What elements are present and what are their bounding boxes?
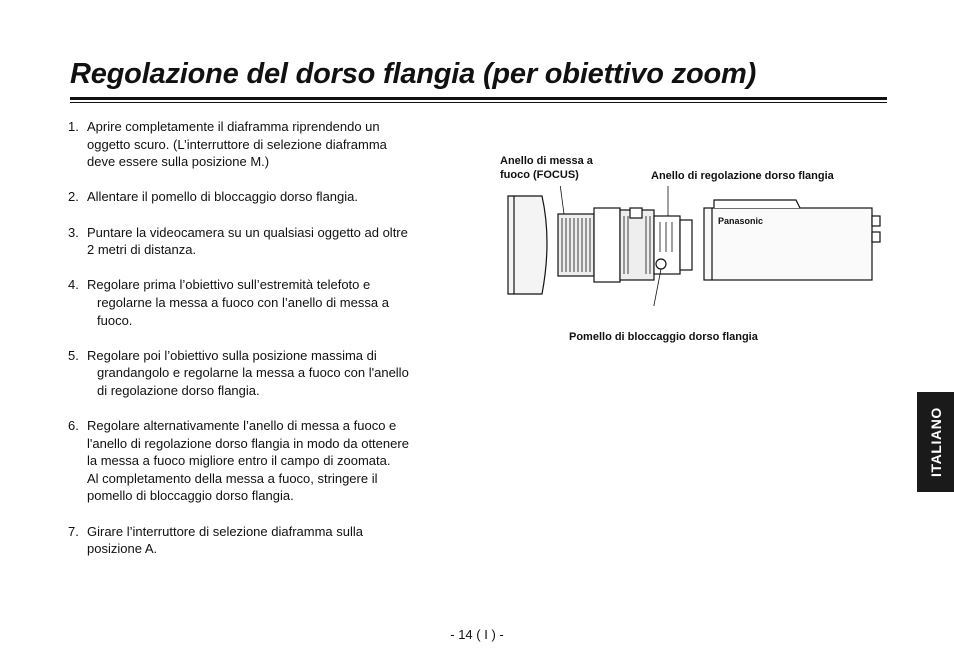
focus-ring	[558, 214, 594, 276]
title-rule-thin	[70, 102, 887, 103]
label-flange-ring: Anello di regolazione dorso flangia	[651, 170, 834, 182]
title-rule	[70, 97, 887, 100]
step-number: 6.	[68, 418, 79, 434]
step-number: 2.	[68, 189, 79, 205]
step-line: Regolare prima l’obiettivo sull’estremità telefoto e	[87, 277, 371, 293]
step-number: 4.	[68, 277, 79, 293]
step-line: Regolare poi l’obiettivo sulla posizione massima di	[87, 347, 377, 363]
zoom-barrel	[594, 208, 620, 282]
step-line: oggetto scuro. (L’interruttore di selezione diaframma	[87, 136, 387, 152]
step-line: Regolare alternativamente l’anello di messa a fuoco e	[87, 418, 397, 434]
step-line: Aprire completamente il diaframma riprendendo un	[87, 119, 380, 134]
step-line: 2 metri di distanza.	[87, 242, 197, 258]
step-number: 5.	[68, 347, 79, 363]
brand-logo: Panasonic	[718, 216, 764, 226]
step-item	[68, 347, 448, 400]
step-line: l'anello di regolazione dorso flangia in modo da ottenere	[87, 435, 409, 451]
steps-list	[68, 118, 448, 575]
page-title: Regolazione del dorso flangia (per obiettivo zoom)	[70, 58, 757, 90]
step-item	[68, 224, 448, 259]
label-focus-ring: Anello di messa a fuoco (FOCUS)	[500, 155, 593, 181]
step-line: Allentare il pomello di bloccaggio dorso flangia.	[87, 189, 358, 205]
step-line: Puntare la videocamera su un qualsiasi oggetto ad oltre	[87, 224, 408, 240]
step-line: di regolazione dorso flangia.	[97, 382, 260, 398]
step-item	[68, 523, 448, 558]
step-line: pomello di bloccaggio dorso flangia.	[87, 488, 294, 504]
step-line: grandangolo e regolarne la messa a fuoco con l'anello	[97, 365, 409, 381]
lock-knob	[656, 259, 666, 269]
step-item	[68, 188, 448, 206]
step-item	[68, 276, 448, 329]
step-item	[68, 118, 448, 171]
step-line: la messa a fuoco migliore entro il campo di zoomata.	[87, 453, 391, 469]
step-number: 3.	[68, 224, 79, 240]
label-lock-knob: Pomello di bloccaggio dorso flangia	[569, 331, 758, 343]
camera-lens-diagram	[500, 186, 890, 306]
step-line: Al completamento della messa a fuoco, stringere il	[87, 470, 378, 486]
step-item	[68, 417, 448, 505]
step-line: deve essere sulla posizione M.)	[87, 154, 270, 170]
step-line: regolarne la messa a fuoco con l’anello di messa a	[97, 294, 389, 310]
language-tab-label: ITALIANO	[927, 407, 944, 477]
step-line: Girare l’interruttore di selezione diaframma sulla	[87, 523, 364, 539]
step-number: 1.	[68, 119, 79, 134]
step-line: posizione A.	[87, 541, 158, 557]
leader-focus	[560, 186, 564, 214]
language-tab	[917, 392, 954, 492]
step-number: 7.	[68, 523, 79, 539]
step-line: fuoco.	[97, 312, 133, 328]
page-number: - 14 ( I ) -	[450, 627, 504, 642]
